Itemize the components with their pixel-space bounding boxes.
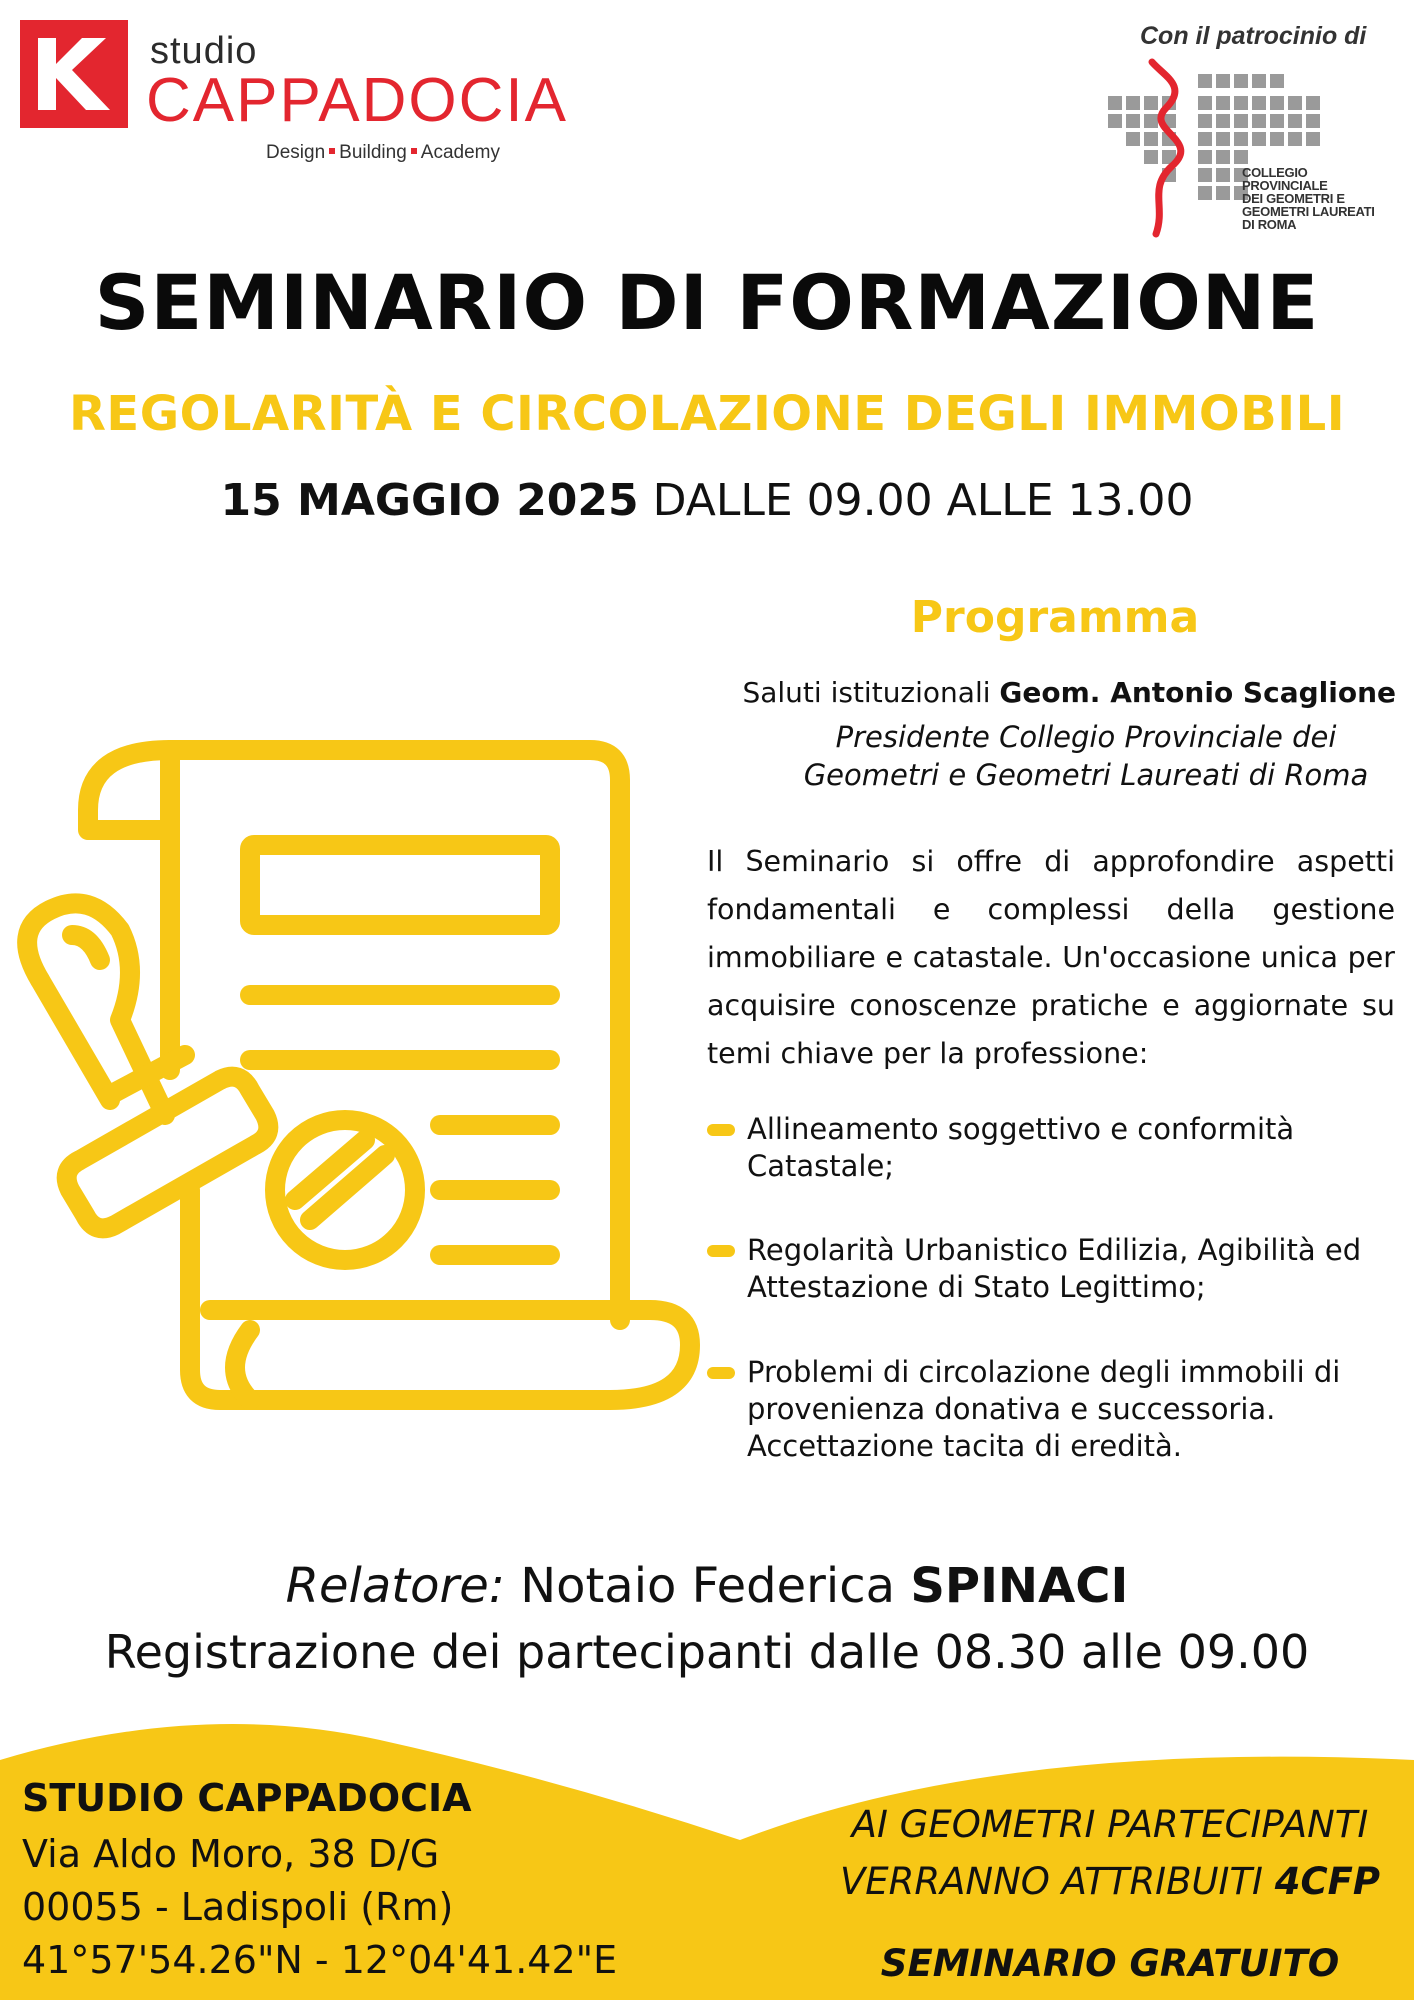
greeting-prefix: Saluti istituzionali (742, 676, 991, 709)
bullet-dot-icon (707, 1367, 735, 1379)
credits-prefix: VERRANNO ATTRIBUITI (839, 1860, 1263, 1903)
patronage-label: Con il patrocinio di (1140, 22, 1367, 50)
tagline-academy: Academy (420, 142, 500, 163)
footer-street: Via Aldo Moro, 38 D/G (22, 1832, 440, 1876)
bullet-dot-icon (707, 1124, 735, 1136)
topic-item (707, 1232, 1397, 1306)
topic-text: Allineamento soggettivo e conformità Catastale; (747, 1112, 1295, 1183)
speaker-line (0, 1558, 1414, 1614)
logo-tagline (266, 142, 500, 164)
tagline-separator-icon (411, 148, 417, 154)
topic-item (707, 1354, 1397, 1465)
seminar-description: Il Seminario si offre di approfondire aspetti fondamentali e complessi della gestione immobiliare e catastale. Un'occasione unica per acquisire conoscenze pratiche e aggiornate su temi chiave per la professione: (707, 845, 1395, 1070)
tagline-building: Building (339, 142, 407, 163)
footer-city: 00055 - Ladispoli (Rm) (22, 1885, 454, 1929)
tagline-design: Design (266, 142, 326, 163)
topic-text: Problemi di circolazione degli immobili di provenienza donativa e successoria. Accettazione tacita di eredità. (747, 1355, 1341, 1463)
speaker-surname: SPINACI (910, 1558, 1129, 1614)
greeting-name: Geom. Antonio Scaglione (999, 676, 1396, 709)
studio-cappadocia-logo (20, 20, 580, 170)
greeting-role-line: Presidente Collegio Provinciale dei (835, 720, 1337, 754)
seminar-hours: DALLE 09.00 ALLE 13.00 (652, 475, 1194, 526)
seminar-date (0, 475, 1414, 526)
seminar-subtitle: REGOLARITÀ E CIRCOLAZIONE DEGLI IMMOBILI (68, 386, 1346, 442)
footer-coordinates: 41°57'54.26"N - 12°04'41.42"E (22, 1938, 618, 1982)
seminar-title: SEMINARIO DI FORMAZIONE (94, 258, 1320, 347)
collegio-line: DEI GEOMETRI E (1242, 191, 1345, 206)
programme-heading: Programma (910, 592, 1200, 643)
logo-word-studio: studio (150, 30, 258, 72)
topic-item (707, 1111, 1397, 1185)
collegio-line: DI ROMA (1242, 217, 1297, 232)
institutional-greeting (706, 676, 1396, 709)
collegio-line: PROVINCIALE (1242, 178, 1328, 193)
tagline-separator-icon (329, 148, 335, 154)
document-stamp-icon (10, 730, 700, 1420)
greeting-role (706, 718, 1396, 794)
collegio-line: COLLEGIO (1242, 165, 1308, 180)
footer-studio-name: STUDIO CAPPADOCIA (22, 1776, 472, 1820)
registration-info: Registrazione dei partecipanti dalle 08.30 alle 09.00 (104, 1625, 1310, 1679)
topic-text: Regolarità Urbanistico Edilizia, Agibilità ed Attestazione di Stato Legittimo; (747, 1233, 1362, 1304)
speaker-label: Relatore: (285, 1558, 505, 1614)
bullet-dot-icon (707, 1245, 735, 1257)
collegio-name (1242, 166, 1375, 231)
k-logo-icon (20, 20, 128, 128)
logo-word-cappadocia: CAPPADOCIA (146, 66, 568, 135)
seminar-day: 15 MAGGIO 2025 (220, 475, 639, 526)
greeting-role-line: Geometri e Geometri Laureati di Roma (803, 758, 1369, 792)
credits-value: 4CFP (1274, 1860, 1381, 1903)
speaker-name: Notaio Federica (520, 1558, 896, 1614)
collegio-line: GEOMETRI LAUREATI (1242, 204, 1375, 219)
credits-line-1: AI GEOMETRI PARTECIPANTI (851, 1803, 1369, 1846)
free-seminar-label: SEMINARIO GRATUITO (880, 1942, 1340, 1985)
credits-line-2 (820, 1860, 1400, 1903)
